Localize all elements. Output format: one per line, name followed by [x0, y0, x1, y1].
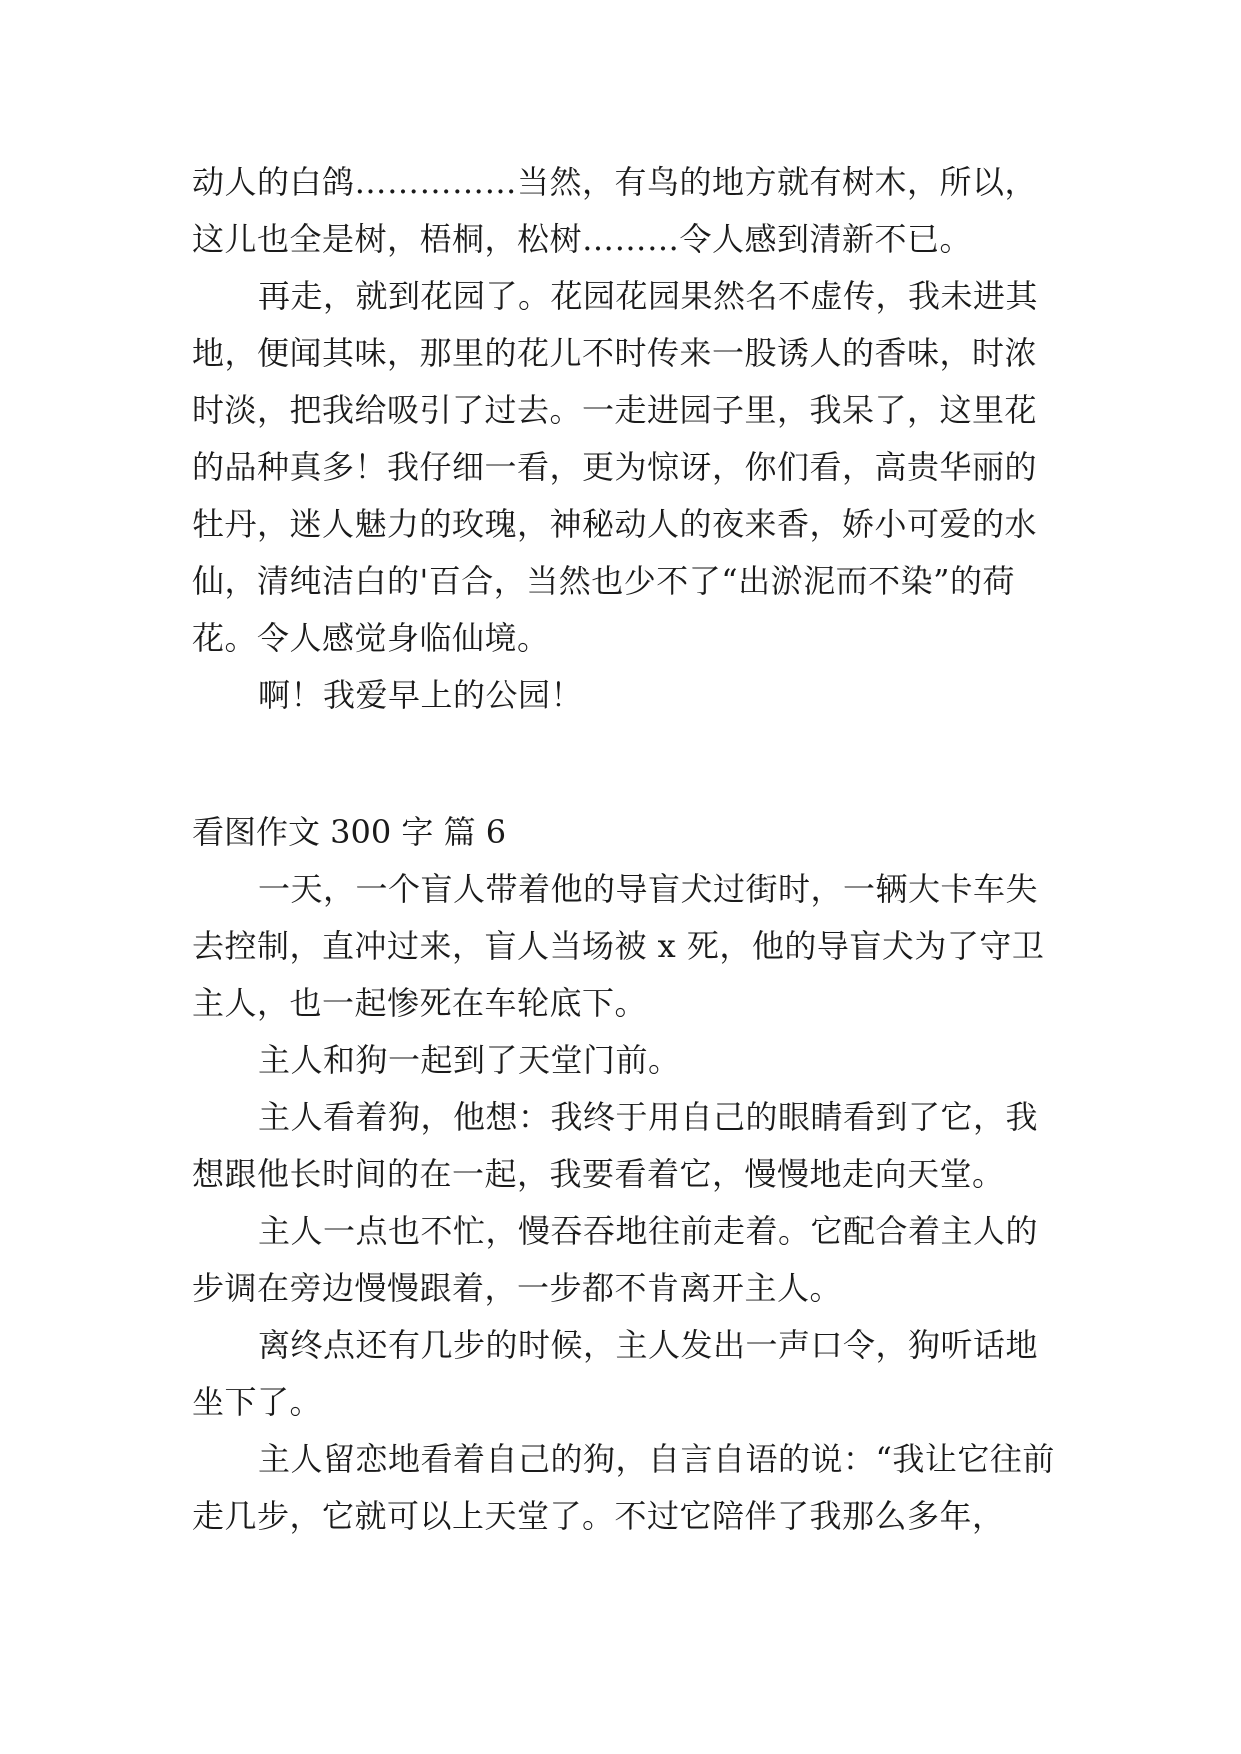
- paragraph-love-park: 啊！我爱早上的公园！: [258, 676, 584, 714]
- paragraph-heaven-gate: 主人和狗一起到了天堂门前。: [258, 1041, 681, 1079]
- paragraph-owner-thinks: 主人看着狗，他想：我终于用自己的眼睛看到了它，我想跟他长时间的在一起，我要看着它，慢慢地走向天堂。: [192, 1098, 1039, 1193]
- paragraph-owner-speaks: 主人留恋地看着自己的狗，自言自语的说：“我让它往前走几步，它就可以上天堂了。不过它陪伴了我那么多年，: [192, 1440, 1055, 1535]
- section-heading: 看图作文 300 字 篇 6: [192, 813, 507, 851]
- paragraph-dog-sits: 离终点还有几步的时候，主人发出一声口令，狗听话地坐下了。: [192, 1326, 1039, 1421]
- paragraph-doves-trees: 动人的白鸽……………当然，有鸟的地方就有树木，所以，这儿也全是树，梧桐，松树………令人感到清新不已。: [192, 163, 1038, 258]
- section-1-body: [192, 154, 1058, 724]
- paragraph-walking-slowly: 主人一点也不忙，慢吞吞地往前走着。它配合着主人的步调在旁边慢慢跟着，一步都不肯离开主人。: [192, 1212, 1039, 1307]
- paragraph-garden: 再走，就到花园了。花园花园果然名不虚传，我未进其地，便闻其味，那里的花儿不时传来一股诱人的香味，时浓时淡，把我给吸引了过去。一走进园子里，我呆了，这里花的品种真多！我仔细一看，更为惊讶，你们看，高贵华丽的牡丹，迷人魅力的玫瑰，神秘动人的夜来香，娇小可爱的水仙，清纯洁白的'百合，当然也少不了“出淤泥而不染”的荷花。令人感觉身临仙境。: [192, 277, 1039, 657]
- section-2-body: [192, 861, 1058, 1545]
- paragraph-accident: 一天，一个盲人带着他的导盲犬过街时，一辆大卡车失去控制，直冲过来，盲人当场被 x 死，他的导盲犬为了守卫主人，也一起惨死在车轮底下。: [192, 870, 1045, 1022]
